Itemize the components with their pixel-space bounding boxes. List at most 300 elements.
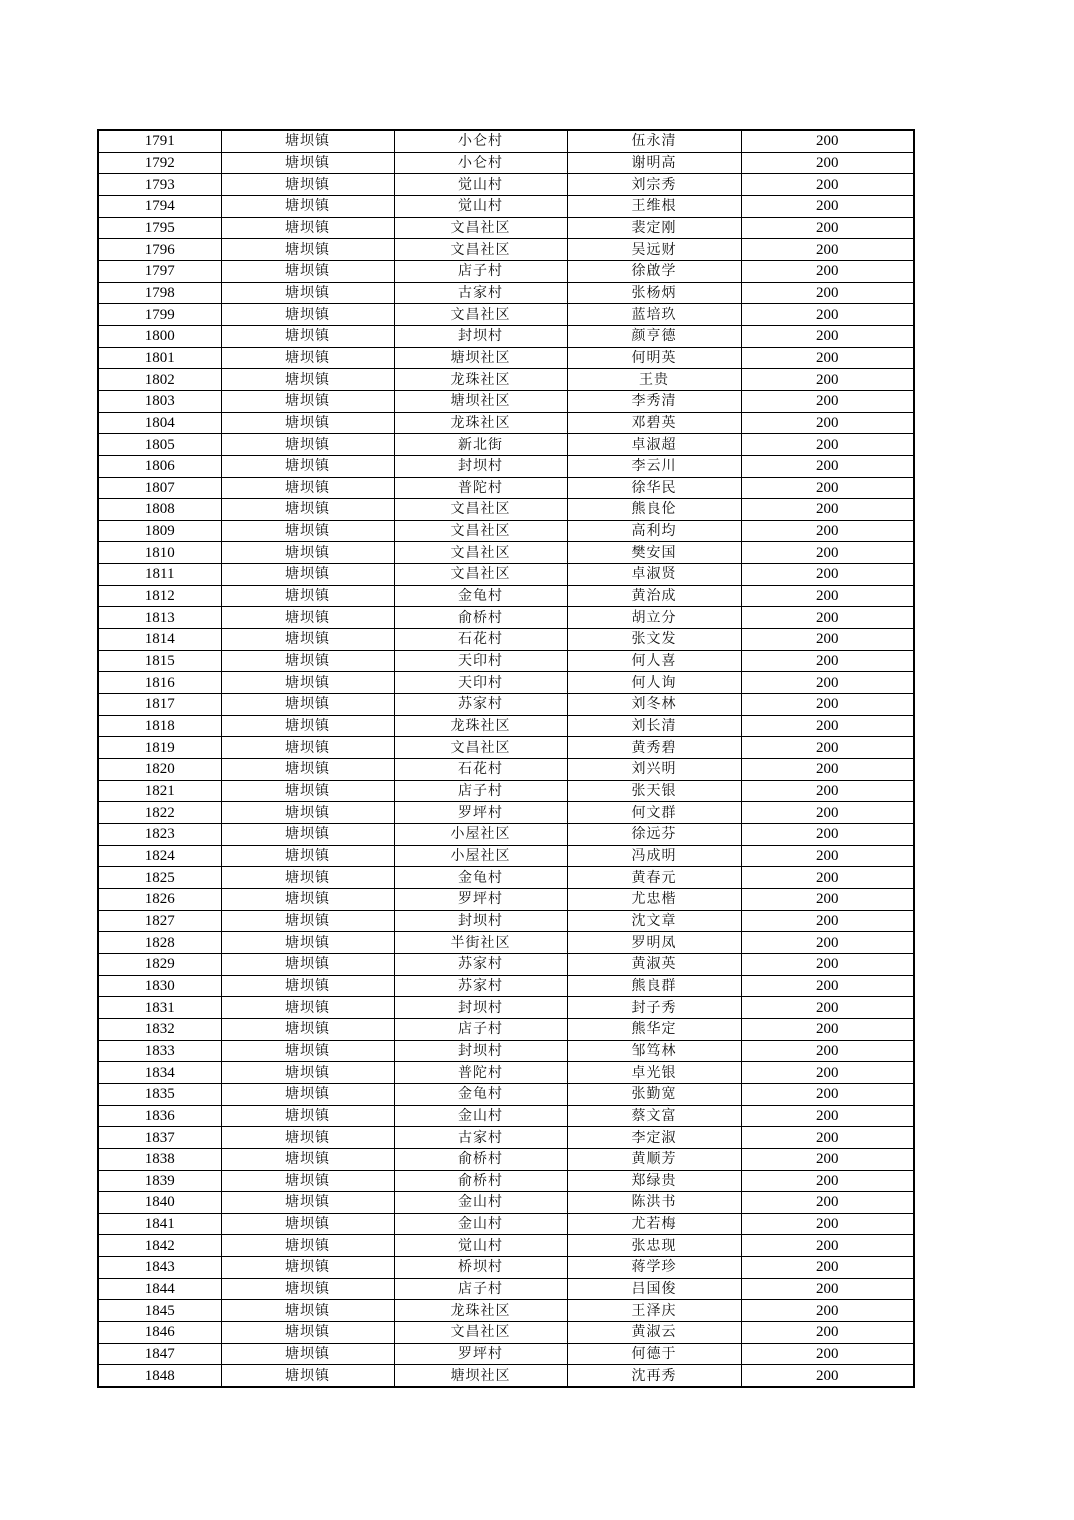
- serial-number-cell: 1801: [98, 347, 221, 369]
- town-cell: 塘坝镇: [221, 802, 394, 824]
- serial-number-cell: 1819: [98, 737, 221, 759]
- town-cell: 塘坝镇: [221, 152, 394, 174]
- village-cell: 封坝村: [394, 1040, 567, 1062]
- table-row: [98, 1278, 914, 1300]
- name-cell: 何明英: [567, 347, 741, 369]
- serial-number-cell: 1825: [98, 867, 221, 889]
- table-row: [98, 780, 914, 802]
- amount-cell: 200: [741, 932, 914, 954]
- table-row: [98, 802, 914, 824]
- village-cell: 文昌社区: [394, 520, 567, 542]
- town-cell: 塘坝镇: [221, 390, 394, 412]
- town-cell: 塘坝镇: [221, 1365, 394, 1387]
- amount-cell: 200: [741, 1365, 914, 1387]
- town-cell: 塘坝镇: [221, 304, 394, 326]
- village-cell: 封坝村: [394, 325, 567, 347]
- amount-cell: 200: [741, 347, 914, 369]
- name-cell: 熊华定: [567, 1018, 741, 1040]
- town-cell: 塘坝镇: [221, 780, 394, 802]
- amount-cell: 200: [741, 542, 914, 564]
- amount-cell: 200: [741, 1278, 914, 1300]
- village-cell: 塘坝社区: [394, 347, 567, 369]
- village-cell: 文昌社区: [394, 499, 567, 521]
- town-cell: 塘坝镇: [221, 1018, 394, 1040]
- name-cell: 李定淑: [567, 1127, 741, 1149]
- village-cell: 石花村: [394, 629, 567, 651]
- table-row: [98, 282, 914, 304]
- name-cell: 刘宗秀: [567, 174, 741, 196]
- serial-number-cell: 1846: [98, 1322, 221, 1344]
- table-row: [98, 174, 914, 196]
- name-cell: 徐华民: [567, 477, 741, 499]
- name-cell: 张勤宽: [567, 1083, 741, 1105]
- amount-cell: 200: [741, 1127, 914, 1149]
- amount-cell: 200: [741, 174, 914, 196]
- village-cell: 文昌社区: [394, 542, 567, 564]
- amount-cell: 200: [741, 130, 914, 152]
- village-cell: 天印村: [394, 650, 567, 672]
- town-cell: 塘坝镇: [221, 520, 394, 542]
- amount-cell: 200: [741, 1062, 914, 1084]
- table-row: [98, 477, 914, 499]
- table-row: [98, 629, 914, 651]
- serial-number-cell: 1818: [98, 715, 221, 737]
- village-cell: 文昌社区: [394, 564, 567, 586]
- table-row: [98, 975, 914, 997]
- amount-cell: 200: [741, 867, 914, 889]
- amount-cell: 200: [741, 672, 914, 694]
- table-row: [98, 1127, 914, 1149]
- serial-number-cell: 1836: [98, 1105, 221, 1127]
- village-cell: 金龟村: [394, 867, 567, 889]
- amount-cell: 200: [741, 888, 914, 910]
- name-cell: 张忠现: [567, 1235, 741, 1257]
- town-cell: 塘坝镇: [221, 564, 394, 586]
- town-cell: 塘坝镇: [221, 1148, 394, 1170]
- name-cell: 蔡文富: [567, 1105, 741, 1127]
- village-cell: 觉山村: [394, 174, 567, 196]
- name-cell: 李云川: [567, 455, 741, 477]
- amount-cell: 200: [741, 1018, 914, 1040]
- name-cell: 何人喜: [567, 650, 741, 672]
- table-row: [98, 520, 914, 542]
- amount-cell: 200: [741, 715, 914, 737]
- name-cell: 樊安国: [567, 542, 741, 564]
- name-cell: 卓光银: [567, 1062, 741, 1084]
- town-cell: 塘坝镇: [221, 694, 394, 716]
- serial-number-cell: 1810: [98, 542, 221, 564]
- amount-cell: 200: [741, 520, 914, 542]
- village-cell: 金山村: [394, 1192, 567, 1214]
- table-row: [98, 455, 914, 477]
- amount-cell: 200: [741, 195, 914, 217]
- table-row: [98, 239, 914, 261]
- serial-number-cell: 1808: [98, 499, 221, 521]
- town-cell: 塘坝镇: [221, 1278, 394, 1300]
- name-cell: 何德于: [567, 1343, 741, 1365]
- serial-number-cell: 1835: [98, 1083, 221, 1105]
- name-cell: 封子秀: [567, 997, 741, 1019]
- town-cell: 塘坝镇: [221, 499, 394, 521]
- town-cell: 塘坝镇: [221, 1322, 394, 1344]
- village-cell: 文昌社区: [394, 1322, 567, 1344]
- village-cell: 龙珠社区: [394, 412, 567, 434]
- serial-number-cell: 1797: [98, 260, 221, 282]
- amount-cell: 200: [741, 1300, 914, 1322]
- town-cell: 塘坝镇: [221, 434, 394, 456]
- town-cell: 塘坝镇: [221, 1213, 394, 1235]
- town-cell: 塘坝镇: [221, 260, 394, 282]
- name-cell: 刘长清: [567, 715, 741, 737]
- town-cell: 塘坝镇: [221, 347, 394, 369]
- serial-number-cell: 1804: [98, 412, 221, 434]
- name-cell: 张文发: [567, 629, 741, 651]
- village-cell: 罗坪村: [394, 888, 567, 910]
- village-cell: 罗坪村: [394, 1343, 567, 1365]
- table-row: [98, 672, 914, 694]
- amount-cell: 200: [741, 217, 914, 239]
- serial-number-cell: 1806: [98, 455, 221, 477]
- village-cell: 塘坝社区: [394, 1365, 567, 1387]
- town-cell: 塘坝镇: [221, 217, 394, 239]
- name-cell: 胡立分: [567, 607, 741, 629]
- table-row: [98, 1148, 914, 1170]
- table-row: [98, 434, 914, 456]
- name-cell: 黄治成: [567, 585, 741, 607]
- town-cell: 塘坝镇: [221, 282, 394, 304]
- village-cell: 文昌社区: [394, 217, 567, 239]
- town-cell: 塘坝镇: [221, 412, 394, 434]
- town-cell: 塘坝镇: [221, 477, 394, 499]
- village-cell: 普陀村: [394, 477, 567, 499]
- table-row: [98, 195, 914, 217]
- name-cell: 徐远芬: [567, 824, 741, 846]
- amount-cell: 200: [741, 802, 914, 824]
- serial-number-cell: 1841: [98, 1213, 221, 1235]
- name-cell: 颜亨德: [567, 325, 741, 347]
- name-cell: 刘冬林: [567, 694, 741, 716]
- name-cell: 卓淑贤: [567, 564, 741, 586]
- table-row: [98, 152, 914, 174]
- serial-number-cell: 1831: [98, 997, 221, 1019]
- table-row: [98, 1235, 914, 1257]
- village-cell: 俞桥村: [394, 1170, 567, 1192]
- village-cell: 封坝村: [394, 455, 567, 477]
- amount-cell: 200: [741, 910, 914, 932]
- amount-cell: 200: [741, 1343, 914, 1365]
- village-cell: 半街社区: [394, 932, 567, 954]
- table-row: [98, 1343, 914, 1365]
- village-cell: 古家村: [394, 282, 567, 304]
- amount-cell: 200: [741, 953, 914, 975]
- name-cell: 卓淑超: [567, 434, 741, 456]
- serial-number-cell: 1811: [98, 564, 221, 586]
- serial-number-cell: 1795: [98, 217, 221, 239]
- name-cell: 李秀清: [567, 390, 741, 412]
- serial-number-cell: 1847: [98, 1343, 221, 1365]
- amount-cell: 200: [741, 585, 914, 607]
- name-cell: 张杨炳: [567, 282, 741, 304]
- town-cell: 塘坝镇: [221, 737, 394, 759]
- village-cell: 俞桥村: [394, 607, 567, 629]
- town-cell: 塘坝镇: [221, 369, 394, 391]
- serial-number-cell: 1843: [98, 1257, 221, 1279]
- village-cell: 金山村: [394, 1213, 567, 1235]
- amount-cell: 200: [741, 412, 914, 434]
- table-row: [98, 325, 914, 347]
- table-row: [98, 390, 914, 412]
- serial-number-cell: 1796: [98, 239, 221, 261]
- serial-number-cell: 1845: [98, 1300, 221, 1322]
- name-cell: 邹笃林: [567, 1040, 741, 1062]
- serial-number-cell: 1793: [98, 174, 221, 196]
- name-cell: 冯成明: [567, 845, 741, 867]
- village-cell: 苏家村: [394, 975, 567, 997]
- amount-cell: 200: [741, 629, 914, 651]
- serial-number-cell: 1812: [98, 585, 221, 607]
- amount-cell: 200: [741, 434, 914, 456]
- serial-number-cell: 1842: [98, 1235, 221, 1257]
- table-row: [98, 759, 914, 781]
- town-cell: 塘坝镇: [221, 325, 394, 347]
- name-cell: 沈文章: [567, 910, 741, 932]
- serial-number-cell: 1828: [98, 932, 221, 954]
- amount-cell: 200: [741, 1105, 914, 1127]
- amount-cell: 200: [741, 1235, 914, 1257]
- town-cell: 塘坝镇: [221, 130, 394, 152]
- name-cell: 吕国俊: [567, 1278, 741, 1300]
- table-row: [98, 564, 914, 586]
- village-cell: 俞桥村: [394, 1148, 567, 1170]
- data-table: [97, 129, 915, 1388]
- table-row: [98, 1213, 914, 1235]
- town-cell: 塘坝镇: [221, 607, 394, 629]
- serial-number-cell: 1848: [98, 1365, 221, 1387]
- village-cell: 苏家村: [394, 694, 567, 716]
- village-cell: 桥坝村: [394, 1257, 567, 1279]
- table-row: [98, 499, 914, 521]
- amount-cell: 200: [741, 1213, 914, 1235]
- name-cell: 罗明凤: [567, 932, 741, 954]
- table-row: [98, 1192, 914, 1214]
- table-row: [98, 737, 914, 759]
- town-cell: 塘坝镇: [221, 953, 394, 975]
- town-cell: 塘坝镇: [221, 650, 394, 672]
- table-body: [98, 130, 914, 1387]
- table-row: [98, 412, 914, 434]
- name-cell: 黄淑云: [567, 1322, 741, 1344]
- name-cell: 伍永清: [567, 130, 741, 152]
- town-cell: 塘坝镇: [221, 629, 394, 651]
- amount-cell: 200: [741, 650, 914, 672]
- town-cell: 塘坝镇: [221, 759, 394, 781]
- serial-number-cell: 1826: [98, 888, 221, 910]
- table-row: [98, 542, 914, 564]
- amount-cell: 200: [741, 975, 914, 997]
- town-cell: 塘坝镇: [221, 888, 394, 910]
- amount-cell: 200: [741, 455, 914, 477]
- town-cell: 塘坝镇: [221, 239, 394, 261]
- name-cell: 何文群: [567, 802, 741, 824]
- name-cell: 熊良伦: [567, 499, 741, 521]
- serial-number-cell: 1813: [98, 607, 221, 629]
- amount-cell: 200: [741, 1040, 914, 1062]
- village-cell: 店子村: [394, 1018, 567, 1040]
- amount-cell: 200: [741, 1083, 914, 1105]
- town-cell: 塘坝镇: [221, 1105, 394, 1127]
- village-cell: 小屋社区: [394, 845, 567, 867]
- village-cell: 觉山村: [394, 195, 567, 217]
- table-row: [98, 1170, 914, 1192]
- town-cell: 塘坝镇: [221, 174, 394, 196]
- name-cell: 熊良群: [567, 975, 741, 997]
- serial-number-cell: 1799: [98, 304, 221, 326]
- village-cell: 小仑村: [394, 130, 567, 152]
- town-cell: 塘坝镇: [221, 1062, 394, 1084]
- table-row: [98, 1040, 914, 1062]
- name-cell: 蓝培玖: [567, 304, 741, 326]
- village-cell: 普陀村: [394, 1062, 567, 1084]
- table-row: [98, 997, 914, 1019]
- serial-number-cell: 1827: [98, 910, 221, 932]
- amount-cell: 200: [741, 304, 914, 326]
- table-row: [98, 845, 914, 867]
- serial-number-cell: 1834: [98, 1062, 221, 1084]
- serial-number-cell: 1814: [98, 629, 221, 651]
- town-cell: 塘坝镇: [221, 867, 394, 889]
- table-row: [98, 650, 914, 672]
- table-row: [98, 217, 914, 239]
- name-cell: 尤忠楷: [567, 888, 741, 910]
- amount-cell: 200: [741, 477, 914, 499]
- name-cell: 张天银: [567, 780, 741, 802]
- village-cell: 石花村: [394, 759, 567, 781]
- village-cell: 店子村: [394, 1278, 567, 1300]
- town-cell: 塘坝镇: [221, 455, 394, 477]
- village-cell: 龙珠社区: [394, 1300, 567, 1322]
- name-cell: 黄淑英: [567, 953, 741, 975]
- serial-number-cell: 1844: [98, 1278, 221, 1300]
- table-row: [98, 1018, 914, 1040]
- amount-cell: 200: [741, 152, 914, 174]
- table-row: [98, 1300, 914, 1322]
- name-cell: 郑绿贵: [567, 1170, 741, 1192]
- serial-number-cell: 1838: [98, 1148, 221, 1170]
- amount-cell: 200: [741, 260, 914, 282]
- village-cell: 金龟村: [394, 1083, 567, 1105]
- town-cell: 塘坝镇: [221, 845, 394, 867]
- amount-cell: 200: [741, 282, 914, 304]
- town-cell: 塘坝镇: [221, 997, 394, 1019]
- amount-cell: 200: [741, 369, 914, 391]
- amount-cell: 200: [741, 239, 914, 261]
- name-cell: 刘兴明: [567, 759, 741, 781]
- table-row: [98, 130, 914, 152]
- town-cell: 塘坝镇: [221, 910, 394, 932]
- table-row: [98, 1257, 914, 1279]
- town-cell: 塘坝镇: [221, 715, 394, 737]
- table-row: [98, 867, 914, 889]
- table-row: [98, 260, 914, 282]
- serial-number-cell: 1823: [98, 824, 221, 846]
- table-row: [98, 1062, 914, 1084]
- town-cell: 塘坝镇: [221, 1257, 394, 1279]
- town-cell: 塘坝镇: [221, 1343, 394, 1365]
- name-cell: 何人询: [567, 672, 741, 694]
- town-cell: 塘坝镇: [221, 975, 394, 997]
- serial-number-cell: 1840: [98, 1192, 221, 1214]
- table-row: [98, 953, 914, 975]
- name-cell: 谢明高: [567, 152, 741, 174]
- town-cell: 塘坝镇: [221, 1040, 394, 1062]
- village-cell: 金山村: [394, 1105, 567, 1127]
- serial-number-cell: 1837: [98, 1127, 221, 1149]
- village-cell: 塘坝社区: [394, 390, 567, 412]
- serial-number-cell: 1802: [98, 369, 221, 391]
- name-cell: 王维根: [567, 195, 741, 217]
- table-row: [98, 1322, 914, 1344]
- name-cell: 蒋学珍: [567, 1257, 741, 1279]
- village-cell: 龙珠社区: [394, 715, 567, 737]
- town-cell: 塘坝镇: [221, 1127, 394, 1149]
- village-cell: 店子村: [394, 260, 567, 282]
- table-row: [98, 715, 914, 737]
- table-row: [98, 1365, 914, 1387]
- serial-number-cell: 1824: [98, 845, 221, 867]
- table-row: [98, 910, 914, 932]
- village-cell: 苏家村: [394, 953, 567, 975]
- village-cell: 文昌社区: [394, 737, 567, 759]
- amount-cell: 200: [741, 845, 914, 867]
- serial-number-cell: 1807: [98, 477, 221, 499]
- table-row: [98, 607, 914, 629]
- village-cell: 龙珠社区: [394, 369, 567, 391]
- table-row: [98, 1105, 914, 1127]
- village-cell: 文昌社区: [394, 239, 567, 261]
- amount-cell: 200: [741, 564, 914, 586]
- village-cell: 文昌社区: [394, 304, 567, 326]
- table-row: [98, 304, 914, 326]
- name-cell: 尤若梅: [567, 1213, 741, 1235]
- name-cell: 邓碧英: [567, 412, 741, 434]
- serial-number-cell: 1791: [98, 130, 221, 152]
- table-row: [98, 824, 914, 846]
- village-cell: 古家村: [394, 1127, 567, 1149]
- village-cell: 小屋社区: [394, 824, 567, 846]
- name-cell: 黄春元: [567, 867, 741, 889]
- table-row: [98, 1083, 914, 1105]
- town-cell: 塘坝镇: [221, 1083, 394, 1105]
- town-cell: 塘坝镇: [221, 585, 394, 607]
- table-row: [98, 369, 914, 391]
- town-cell: 塘坝镇: [221, 1300, 394, 1322]
- amount-cell: 200: [741, 1192, 914, 1214]
- serial-number-cell: 1829: [98, 953, 221, 975]
- amount-cell: 200: [741, 824, 914, 846]
- name-cell: 黄顺芳: [567, 1148, 741, 1170]
- serial-number-cell: 1794: [98, 195, 221, 217]
- name-cell: 徐啟学: [567, 260, 741, 282]
- table-row: [98, 888, 914, 910]
- serial-number-cell: 1798: [98, 282, 221, 304]
- name-cell: 王贵: [567, 369, 741, 391]
- town-cell: 塘坝镇: [221, 1170, 394, 1192]
- town-cell: 塘坝镇: [221, 824, 394, 846]
- amount-cell: 200: [741, 759, 914, 781]
- name-cell: 黄秀碧: [567, 737, 741, 759]
- amount-cell: 200: [741, 1257, 914, 1279]
- town-cell: 塘坝镇: [221, 672, 394, 694]
